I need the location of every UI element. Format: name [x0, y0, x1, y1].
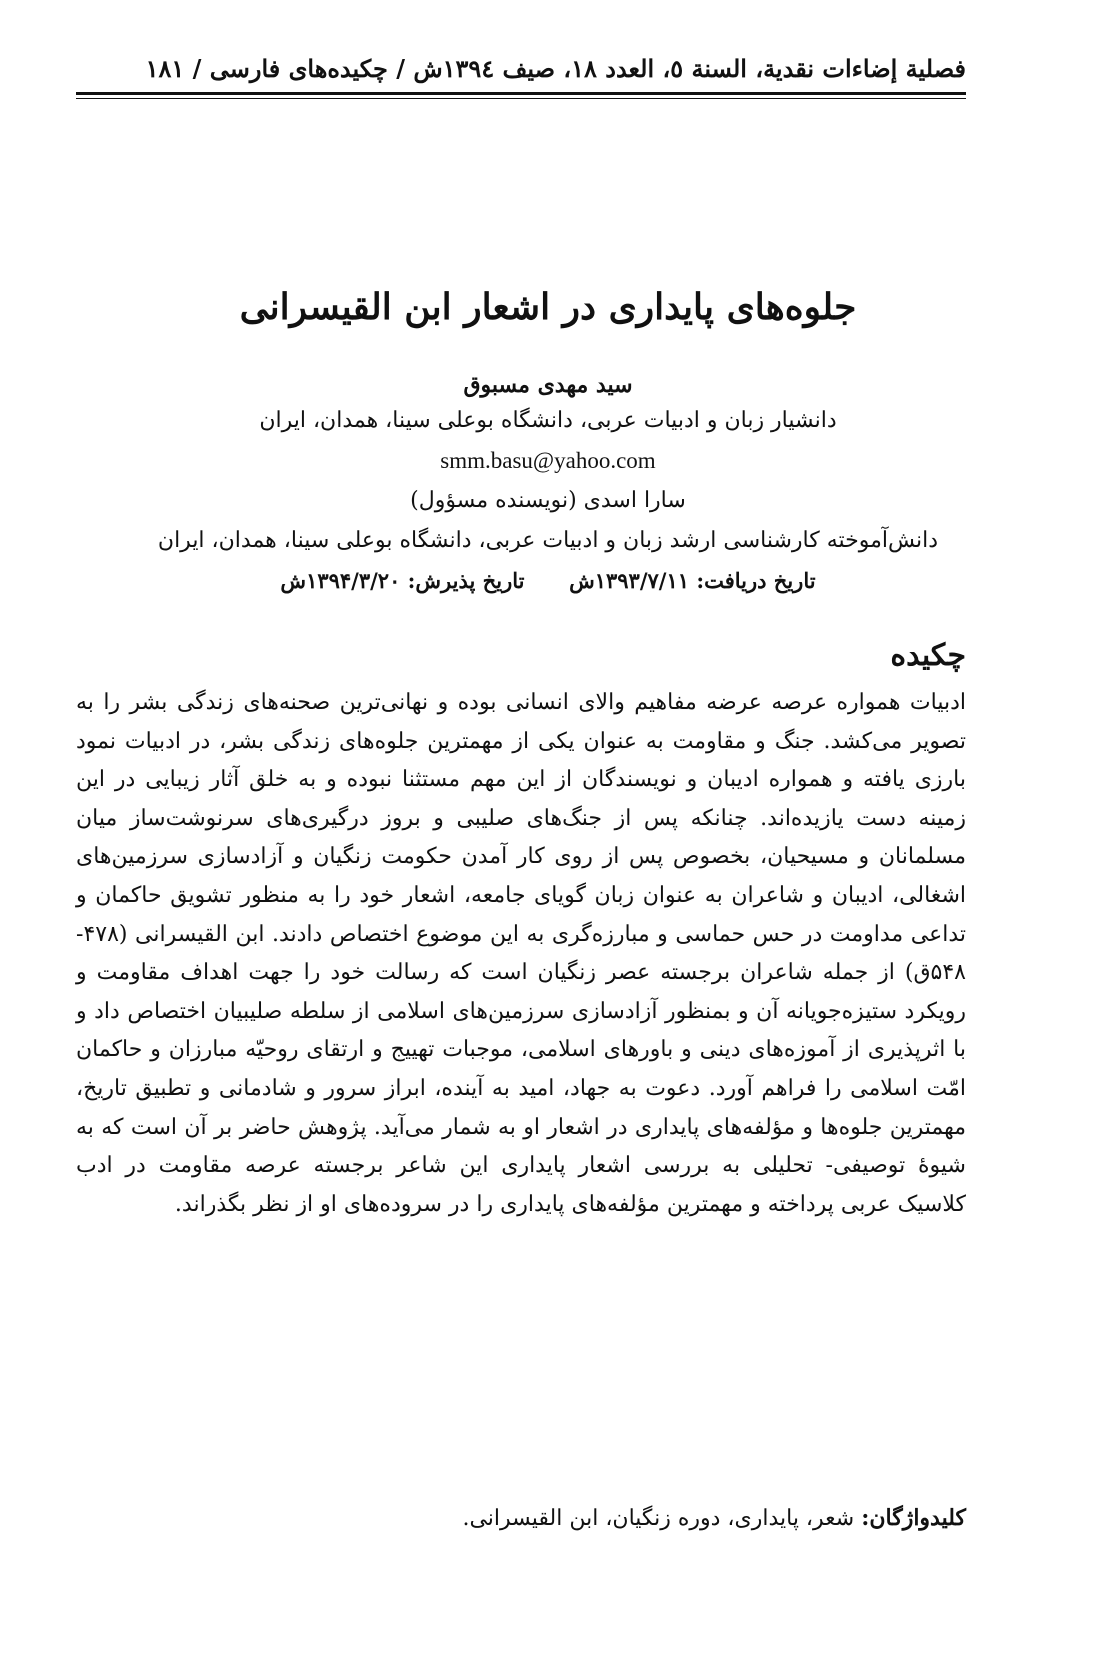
keywords-line	[76, 1500, 966, 1537]
abstract-heading: چکیده	[890, 638, 966, 673]
abstract-body: ادبیات همواره عرصه عرضه مفاهیم والای انسانی بوده و نهانی‌ترین صحنه‌های زندگی بشر را به تصویر می‌کشد. جنگ و مقاومت به عنوان یکی از مهمترین جلوه‌های زندگی بشر، در ادبیات نمود بارزی یافته و همواره ادیبان و نویسندگان از این مهم مستثنا نبوده و به خلق آثار زیبایی در این زمینه دست یازیده‌اند. چنانکه پس از جنگ‌های صلیبی و بروز درگیری‌های سرنوشت‌ساز میان مسلمانان و مسیحیان، بخصوص پس از روی کار آمدن حکومت زنگیان و آزادسازی سرزمین‌های اشغالی، ادیبان و شاعران به عنوان زبان گویای جامعه، اشعار خود را به منظور تشویق حاکمان و تداعی مداومت در حس حماسی و مبارزه‌گری به این موضوع اختصاص دادند. ابن القیسرانی (۴۷۸- ۵۴۸ق) از جمله شاعران برجسته عصر زنگیان است که رسالت خود را جهت اهداف مقاومت و رویکرد ستیزه‌جویانه آن و بمنظور آزادسازی سرزمین‌های اسلامی از سلطه صلیبیان اختصاص داد و با اثرپذیری از آموزه‌های دینی و باورهای اسلامی، موجبات تهییج و ارتقای روحیّه مبارزان و حاکمان امّت اسلامی را فراهم آورد. دعوت به جهاد، امید به آینده، ابراز سرور و شادمانی و تطبیق تاریخ، مهمترین جلوه‌ها و مؤلفه‌های پایداری در اشعار او به شمار می‌آید. پژوهش حاضر بر آن است که به شیوهٔ توصیفی- تحلیلی به بررسی اشعار پایداری این شاعر برجسته عرصه مقاومت در ادب کلاسیک عربی پرداخته و مهمترین مؤلفه‌های پایداری را در سروده‌های او از نظر بگذراند.	[76, 690, 966, 1217]
affiliation-corresponding: دانش‌آموخته کارشناسی ارشد زبان و ادبیات عربی، دانشگاه بوعلی سینا، همدان، ایران	[157, 528, 939, 553]
header-rule-thick	[76, 92, 966, 95]
accepted-date: تاریخ پذیرش: ۱۳۹۴/۳/۲۰ش	[280, 568, 525, 593]
author-email: smm.basu@yahoo.com	[440, 448, 656, 473]
header-rule-thin	[76, 98, 966, 99]
author-corresponding: سارا اسدی (نویسنده مسؤول)	[410, 488, 686, 513]
received-date: تاریخ دریافت: ۱۳۹۳/۷/۱۱ش	[569, 568, 816, 593]
keywords-list: شعر، پایداری، دوره زنگیان، ابن القیسرانی.	[462, 1506, 855, 1531]
running-header: فصلية إضاءات نقدية، السنة ٥، العدد ١٨، صيف ١٣٩٤ش / چکیده‌های فارسی / ١٨١	[145, 54, 966, 83]
affiliation-primary: دانشیار زبان و ادبیات عربی، دانشگاه بوعلی سینا، همدان، ایران	[259, 408, 837, 433]
article-title: جلوه‌های پایداری در اشعار ابن القیسرانی	[239, 286, 857, 328]
keywords-label: کلیدواژگان:	[861, 1505, 966, 1531]
author-primary: سید مهدی مسبوق	[463, 372, 633, 398]
article-dates	[0, 566, 1096, 596]
